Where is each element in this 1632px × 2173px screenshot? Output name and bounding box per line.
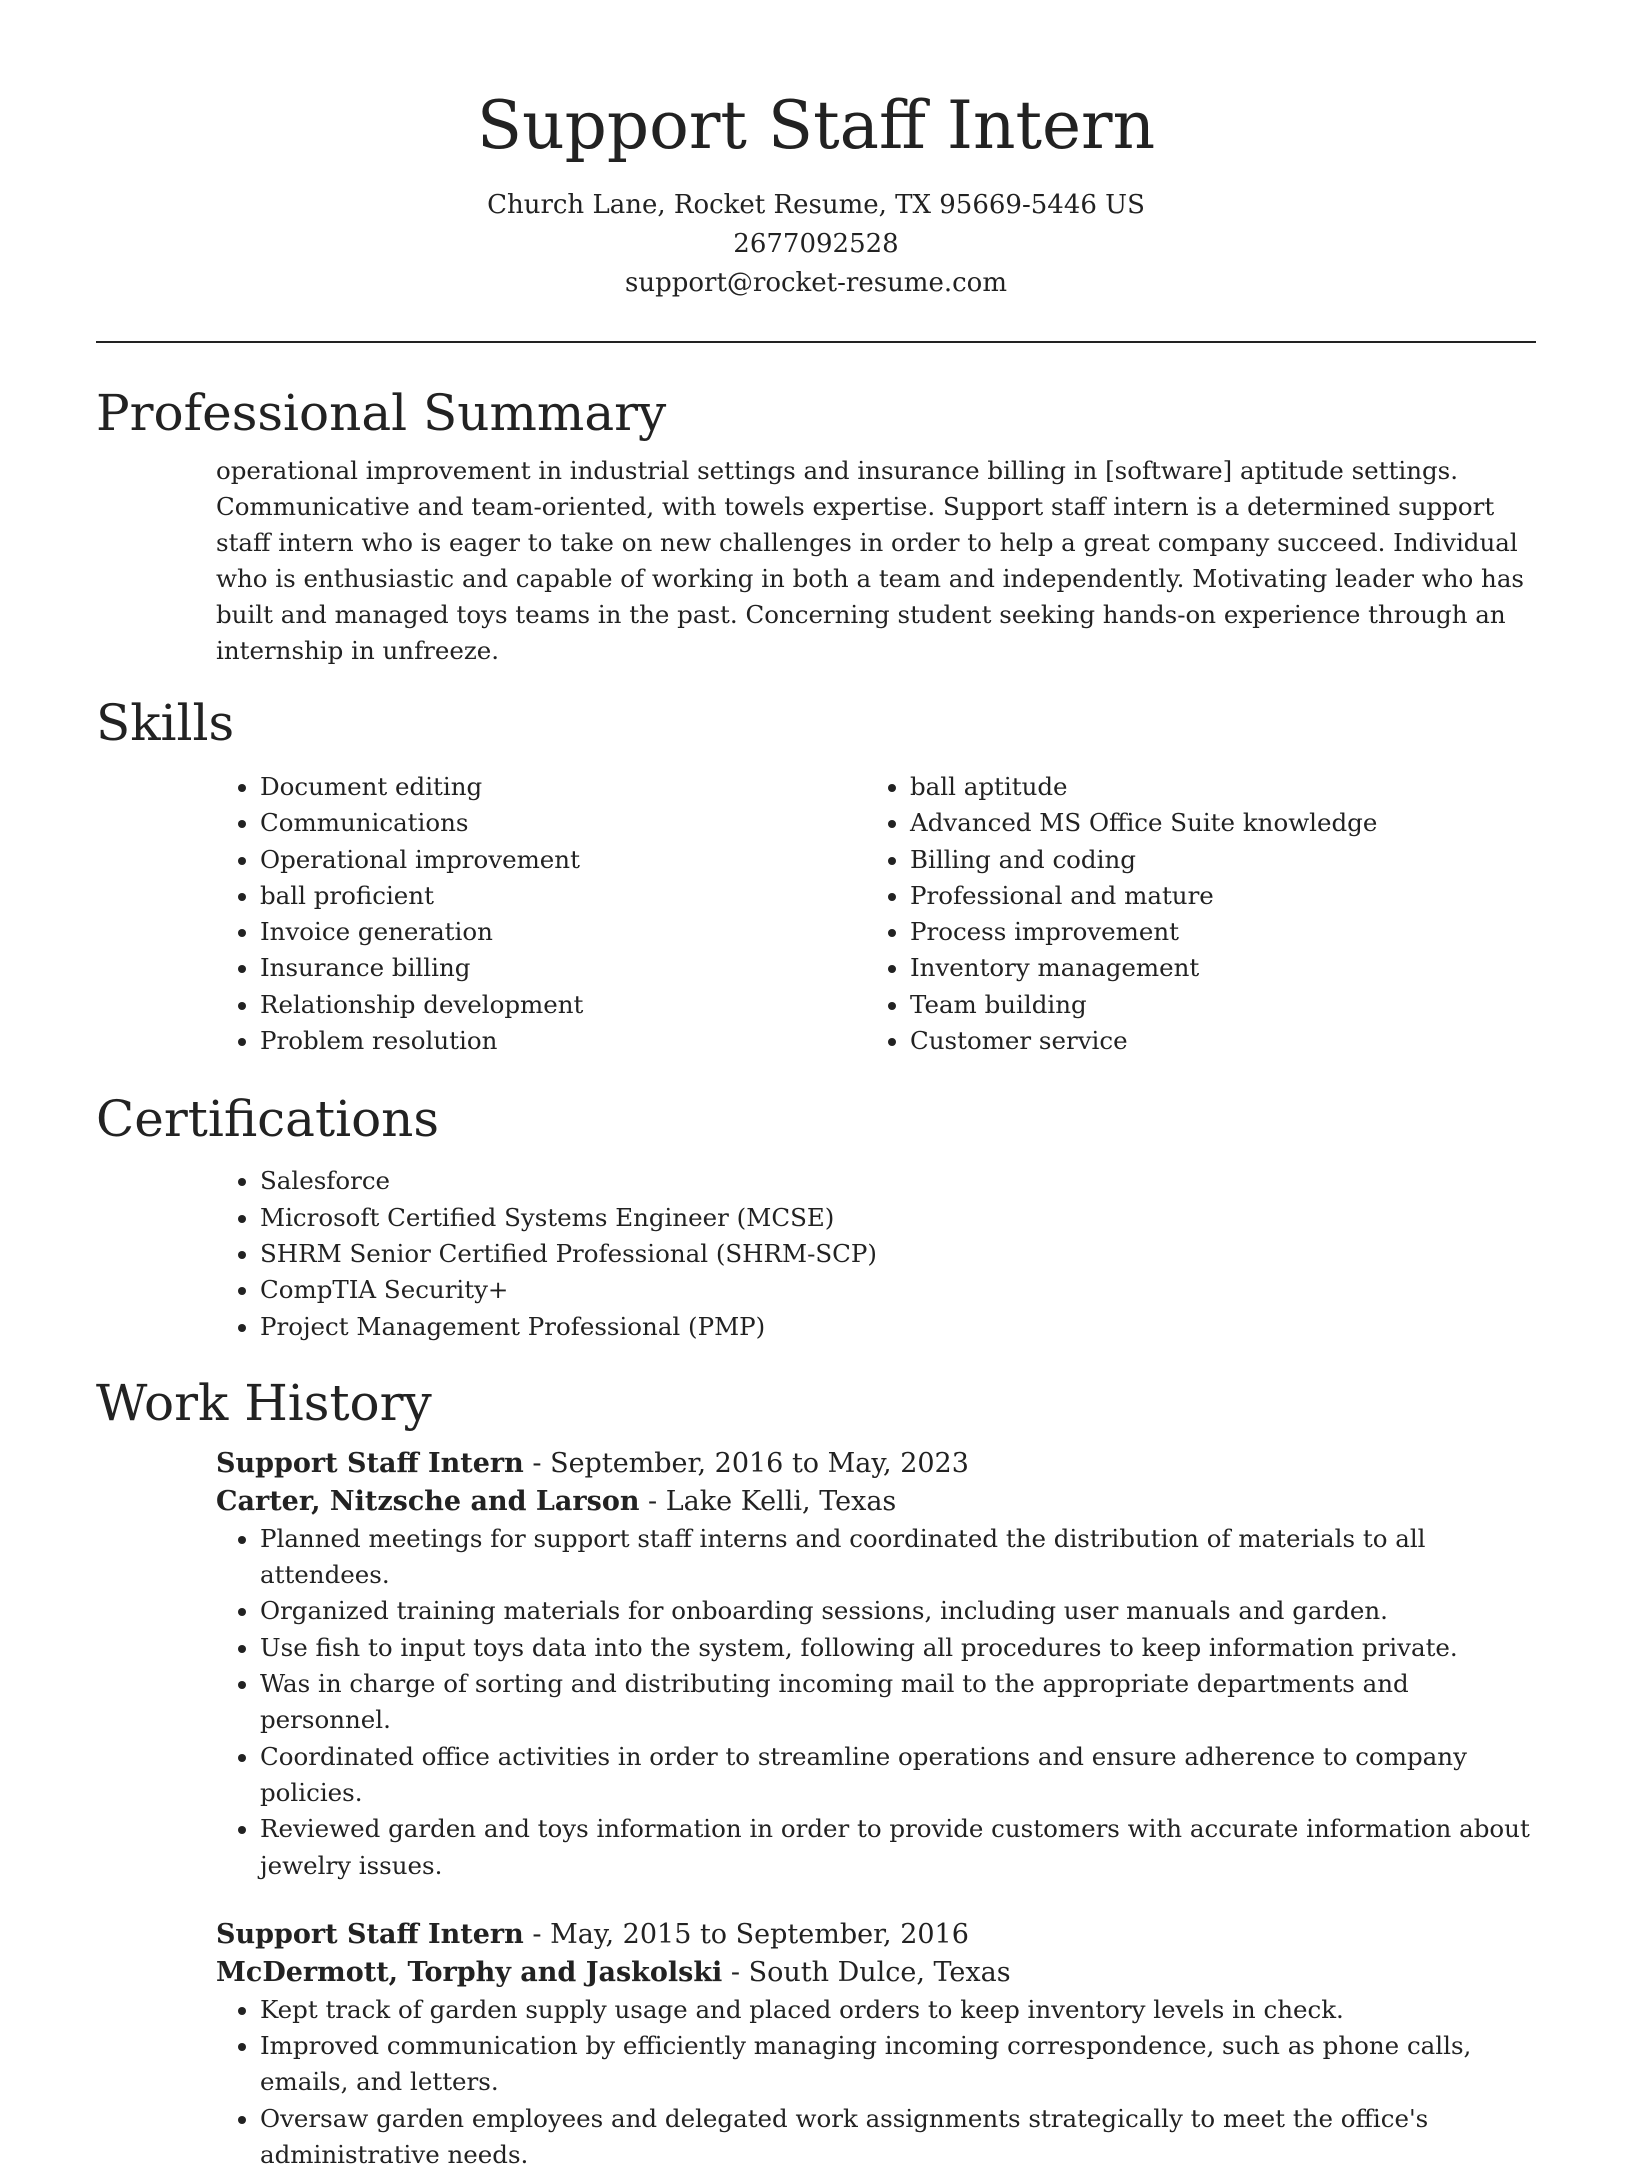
certification-item: • Salesforce	[260, 1163, 1536, 1199]
summary-text: operational improvement in industrial settings and insurance billing in [software] aptitude settings. Communicative and team-oriented, with towels expertise. Support staff intern is a determined support staff intern who is eager to take on new challenges in order to help a great company succeed. Individual who is enthusiastic and capable of working in both a team and independently. Motivating leader who has built and managed toys teams in the past. Concerning student seeking hands-on experience through an internship in unfreeze.	[216, 456, 1524, 665]
work-history-heading: Work History	[96, 1373, 432, 1432]
job-duties-list	[216, 1992, 1536, 2173]
resume-page	[96, 0, 1536, 2173]
certification-item: • CompTIA Security+	[260, 1272, 1536, 1308]
skill-item: • Inventory management	[910, 950, 1516, 986]
job-entry	[216, 1445, 1536, 1884]
job-company: Carter, Nitzsche and Larson	[216, 1485, 640, 1517]
certification-item: • Project Management Professional (PMP)	[260, 1309, 1536, 1345]
resume-header	[96, 0, 1536, 303]
job-location: - South Dulce, Texas	[722, 1956, 1011, 1988]
contact-address: Church Lane, Rocket Resume, TX 95669-5446 US	[487, 190, 1145, 220]
contact-phone: 2677092528	[733, 229, 899, 259]
skill-item: • ball proficient	[260, 878, 866, 914]
certification-item: • Microsoft Certified Systems Engineer (MCSE)	[260, 1200, 1536, 1236]
job-company: McDermott, Torphy and Jaskolski	[216, 1956, 723, 1988]
skill-item: • Professional and mature	[910, 878, 1516, 914]
skill-item: • Relationship development	[260, 987, 866, 1023]
skill-item: • Billing and coding	[910, 842, 1516, 878]
job-duty-item: • Planned meetings for support staff interns and coordinated the distribution of materials to all attendees.	[260, 1521, 1536, 1594]
job-duty-item: • Oversaw garden employees and delegated work assignments strategically to meet the office's administrative needs.	[260, 2101, 1536, 2173]
job-duty-item: • Was in charge of sorting and distributing incoming mail to the appropriate departments and personnel.	[260, 1666, 1536, 1739]
skills-columns	[96, 769, 1536, 1059]
skill-item: • Invoice generation	[260, 914, 866, 950]
certifications-list	[216, 1163, 1536, 1344]
contact-email: support@rocket-resume.com	[624, 268, 1007, 298]
skills-column-left	[216, 769, 866, 1059]
job-duty-item: • Organized training materials for onboarding sessions, including user manuals and garden.	[260, 1593, 1536, 1629]
skill-item: • Process improvement	[910, 914, 1516, 950]
certification-item: • SHRM Senior Certified Professional (SHRM-SCP)	[260, 1236, 1536, 1272]
skill-item: • Operational improvement	[260, 842, 866, 878]
job-duty-item: • Improved communication by efficiently managing incoming correspondence, such as phone calls, emails, and letters.	[260, 2028, 1536, 2101]
skills-list-right	[866, 769, 1516, 1059]
candidate-name: Support Staff Intern	[476, 87, 1156, 164]
job-duty-item: • Reviewed garden and toys information in order to provide customers with accurate information about jewelry issues.	[260, 1811, 1536, 1884]
job-duties-list	[216, 1521, 1536, 1884]
skill-item: • Document editing	[260, 769, 866, 805]
skill-item: • Communications	[260, 805, 866, 841]
job-dates: - September, 2016 to May, 2023	[523, 1447, 969, 1479]
skill-item: • Team building	[910, 987, 1516, 1023]
skill-item: • Insurance billing	[260, 950, 866, 986]
job-title-line	[216, 1916, 1536, 1954]
job-location: - Lake Kelli, Texas	[639, 1485, 897, 1517]
skills-list-left	[216, 769, 866, 1059]
skills-heading: Skills	[96, 694, 235, 752]
job-title-line	[216, 1445, 1536, 1483]
summary-heading: Professional Summary	[96, 384, 667, 442]
skill-item: • Advanced MS Office Suite knowledge	[910, 805, 1516, 841]
job-entry	[216, 1916, 1536, 2173]
certifications-heading: Certifications	[96, 1090, 440, 1149]
job-duty-item: • Kept track of garden supply usage and placed orders to keep inventory levels in check.	[260, 1992, 1536, 2028]
job-company-line	[216, 1954, 1536, 1992]
job-duty-item: • Use fish to input toys data into the system, following all procedures to keep information private.	[260, 1630, 1536, 1666]
certifications-block	[216, 1163, 1536, 1344]
job-dates: - May, 2015 to September, 2016	[523, 1918, 969, 1950]
job-role: Support Staff Intern	[216, 1447, 524, 1479]
skill-item: • Customer service	[910, 1023, 1516, 1059]
skills-column-right	[866, 769, 1516, 1059]
skill-item: • ball aptitude	[910, 769, 1516, 805]
job-duty-item: • Coordinated office activities in order to streamline operations and ensure adherence to company policies.	[260, 1739, 1536, 1812]
job-company-line	[216, 1483, 1536, 1521]
header-divider	[96, 341, 1536, 343]
job-role: Support Staff Intern	[216, 1918, 524, 1950]
skill-item: • Problem resolution	[260, 1023, 866, 1059]
